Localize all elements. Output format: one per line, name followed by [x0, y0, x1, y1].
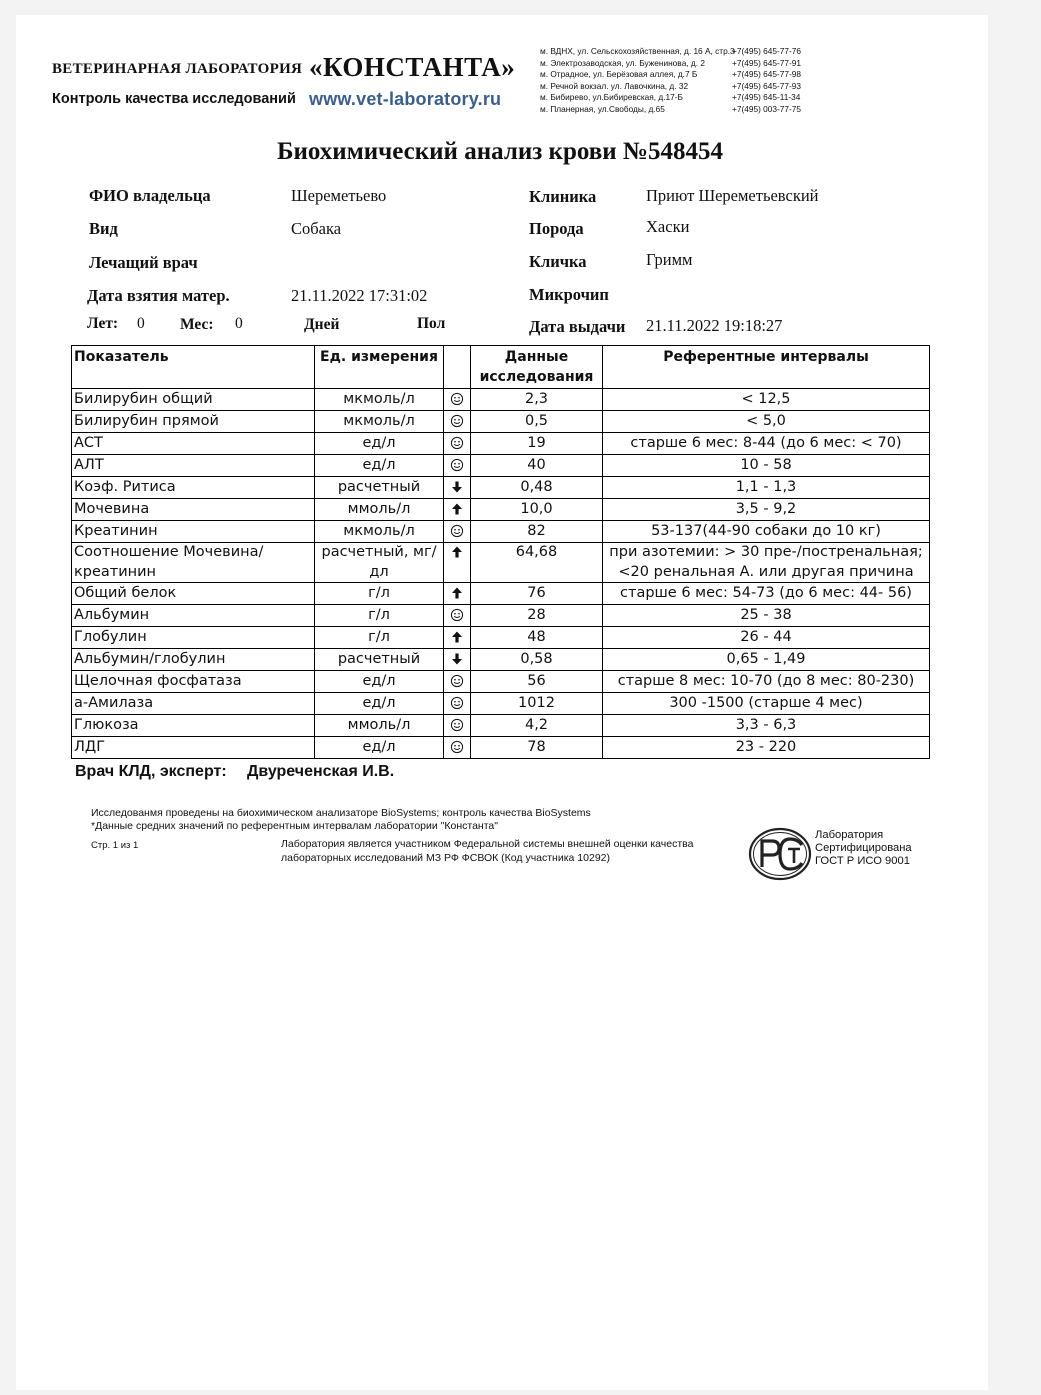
address-row: [540, 104, 820, 116]
address-text: м. Электрозаводская, ул. Бужениновa, д. 2: [540, 57, 705, 68]
species-value: Собака: [291, 219, 342, 238]
phone-number[interactable]: +7(495) 645-77-76: [732, 46, 801, 56]
document-title: Биохимический анализ крови №548454: [276, 138, 724, 165]
cell-unit: ед/л: [315, 737, 444, 759]
cell-name: ЛДГ: [72, 737, 315, 759]
lab-brand: «КОНСТАНТА»: [309, 52, 516, 82]
cell-reference: 25 - 38: [603, 605, 930, 627]
address-text: м. Планерная, ул.Свободы, д.65: [540, 103, 665, 114]
sex-label: Пол: [417, 315, 446, 332]
arrow-down-icon: [450, 480, 464, 494]
expert-name: Двуреченская И.В.: [247, 763, 395, 780]
header-name: Показатель: [72, 346, 315, 389]
cell-name: Глобулин: [72, 627, 315, 649]
cell-status: [444, 627, 471, 649]
address-text: м. ВДНХ, ул. Сельскохозяйственная, д. 16 А, стр.3: [540, 46, 735, 56]
cell-name: Соотношение Мочевина/креатинин: [72, 543, 315, 583]
sample-date-label: Дата взятия матер.: [87, 286, 230, 305]
cell-value: 40: [471, 455, 603, 477]
cell-name: Билирубин общий: [72, 389, 315, 411]
cell-status: [444, 433, 471, 455]
cert-line-1: Лаборатория: [815, 829, 884, 841]
cell-status: [444, 521, 471, 543]
table-row: [72, 389, 930, 411]
smiley-icon: [450, 608, 464, 622]
table-row: [72, 671, 930, 693]
cell-status: [444, 411, 471, 433]
header-value: Данные исследования: [471, 346, 603, 389]
issue-date-value: 21.11.2022 19:18:27: [646, 316, 783, 335]
table-row: [72, 455, 930, 477]
cell-reference: при азотемии: > 30 пре-/постренальная; <20 ренальная А. или другая причина: [603, 543, 930, 583]
cell-reference: 10 - 58: [603, 455, 930, 477]
certification-logo-icon: [748, 827, 812, 886]
cell-name: Глюкоза: [72, 715, 315, 737]
cell-value: 0,58: [471, 649, 603, 671]
sample-date-value: 21.11.2022 17:31:02: [291, 286, 428, 305]
table-row: [72, 499, 930, 521]
cell-name: Коэф. Ритиса: [72, 477, 315, 499]
breed-label: Порода: [529, 219, 584, 238]
cell-name: Билирубин прямой: [72, 411, 315, 433]
cell-status: [444, 693, 471, 715]
results-table: [71, 345, 930, 759]
cell-unit: ммоль/л: [315, 499, 444, 521]
address-row: [540, 92, 820, 104]
note-reference: *Данные средних значений по референтным интервалам лаборатории "Константа": [91, 820, 498, 832]
address-list: [540, 46, 820, 116]
nickname-label: Кличка: [529, 252, 587, 271]
cell-reference: 26 - 44: [603, 627, 930, 649]
cell-unit: ед/л: [315, 433, 444, 455]
species-label: Вид: [89, 219, 118, 238]
smiley-icon: [450, 696, 464, 710]
table-row: [72, 737, 930, 759]
cell-unit: г/л: [315, 583, 444, 605]
cell-status: [444, 715, 471, 737]
cell-name: АЛТ: [72, 455, 315, 477]
table-row: [72, 693, 930, 715]
cell-reference: 0,65 - 1,49: [603, 649, 930, 671]
cell-value: 78: [471, 737, 603, 759]
clinic-label: Клиника: [529, 187, 597, 206]
cell-unit: г/л: [315, 605, 444, 627]
cell-value: 10,0: [471, 499, 603, 521]
owner-label: ФИО владельца: [89, 186, 211, 205]
issue-date-label: Дата выдачи: [529, 317, 626, 336]
table-row: [72, 715, 930, 737]
cell-reference: < 12,5: [603, 389, 930, 411]
cell-value: 1012: [471, 693, 603, 715]
certification-text: [815, 829, 912, 868]
nickname-value: Гримм: [646, 250, 693, 269]
cell-name: Щелочная фосфатаза: [72, 671, 315, 693]
cell-reference: старше 8 мес: 10-70 (до 8 мес: 80-230): [603, 671, 930, 693]
cell-status: [444, 499, 471, 521]
table-row: [72, 411, 930, 433]
cell-reference: старше 6 мес: 8-44 (до 6 мес: < 70): [603, 433, 930, 455]
cell-name: Мочевина: [72, 499, 315, 521]
address-text: м. Речной вокзал. ул. Лавочкина, д. 32: [540, 80, 689, 91]
breed-value: Хаски: [646, 217, 690, 236]
phone-number[interactable]: +7(495) 645-11-34: [732, 92, 801, 103]
cell-status: [444, 583, 471, 605]
cell-reference: 53-137(44-90 собаки до 10 кг): [603, 521, 930, 543]
arrow-up-icon: [450, 630, 464, 644]
smiley-icon: [450, 458, 464, 472]
cell-value: 0,5: [471, 411, 603, 433]
cell-reference: 3,3 - 6,3: [603, 715, 930, 737]
attending-doctor-label: Лечащий врач: [89, 253, 198, 272]
address-text: м. Отрадное, ул. Берёзовая аллея, д.7 Б: [540, 69, 698, 80]
phone-number[interactable]: +7(495) 003-77-75: [732, 103, 801, 114]
smiley-icon: [450, 414, 464, 428]
table-row: [72, 543, 930, 583]
cell-unit: г/л: [315, 627, 444, 649]
cell-unit: ммоль/л: [315, 715, 444, 737]
address-row: [540, 46, 820, 58]
header-unit: Ед. измерения: [315, 346, 444, 389]
cell-status: [444, 649, 471, 671]
owner-value: Шереметьево: [291, 186, 387, 205]
table-row: [72, 649, 930, 671]
microchip-label: Микрочип: [529, 285, 609, 304]
table-row: [72, 583, 930, 605]
smiley-icon: [450, 674, 464, 688]
cell-value: 28: [471, 605, 603, 627]
cell-unit: мкмоль/л: [315, 389, 444, 411]
table-row: [72, 433, 930, 455]
lab-name: ВЕТЕРИНАРНАЯ ЛАБОРАТОРИЯ: [52, 61, 303, 77]
cell-unit: ед/л: [315, 455, 444, 477]
cell-value: 56: [471, 671, 603, 693]
age-years-value: 0: [137, 315, 145, 332]
arrow-down-icon: [450, 652, 464, 666]
cell-name: а-Амилаза: [72, 693, 315, 715]
arrow-up-icon: [450, 502, 464, 516]
cell-name: Общий белок: [72, 583, 315, 605]
cell-reference: < 5,0: [603, 411, 930, 433]
cell-reference: 3,5 - 9,2: [603, 499, 930, 521]
cell-value: 0,48: [471, 477, 603, 499]
cell-value: 48: [471, 627, 603, 649]
cell-value: 19: [471, 433, 603, 455]
cell-unit: расчетный: [315, 649, 444, 671]
cell-name: АСТ: [72, 433, 315, 455]
cert-line-2: Сертифицирована: [815, 842, 912, 854]
expert-label: Врач КЛД, эксперт:: [75, 763, 227, 780]
cell-value: 2,3: [471, 389, 603, 411]
page-number: Стр. 1 из 1: [91, 840, 139, 851]
smiley-icon: [450, 392, 464, 406]
cell-status: [444, 543, 471, 583]
cell-unit: ед/л: [315, 671, 444, 693]
cell-reference: старше 6 мес: 54-73 (до 6 мес: 44- 56): [603, 583, 930, 605]
membership-line-2: лабораторных исследований МЗ РФ ФСВОК (Код участника 10292): [281, 852, 611, 864]
cell-unit: расчетный, мг/дл: [315, 543, 444, 583]
cell-unit: мкмоль/л: [315, 521, 444, 543]
cell-unit: мкмоль/л: [315, 411, 444, 433]
cell-reference: 1,1 - 1,3: [603, 477, 930, 499]
phone-number[interactable]: +7(495) 645-77-98: [732, 69, 801, 80]
table-header-row: [72, 346, 930, 389]
smiley-icon: [450, 524, 464, 538]
cell-unit: ед/л: [315, 693, 444, 715]
age-months-value: 0: [235, 315, 243, 332]
table-row: [72, 605, 930, 627]
address-row: [540, 58, 820, 70]
cell-unit: расчетный: [315, 477, 444, 499]
table-row: [72, 627, 930, 649]
cell-status: [444, 455, 471, 477]
header-reference: Референтные интервалы: [603, 346, 930, 389]
age-days-label: Дней: [304, 316, 340, 333]
age-months-label: Мес:: [180, 316, 214, 333]
cell-status: [444, 389, 471, 411]
cell-name: Альбумин: [72, 605, 315, 627]
address-row: [540, 81, 820, 93]
clinic-value: Приют Шереметьевский: [646, 186, 819, 205]
cell-reference: 23 - 220: [603, 737, 930, 759]
cell-status: [444, 605, 471, 627]
note-analyzer: Исследованмя проведены на биохимическом анализаторе BioSystems; контроль качества BioSystems: [91, 807, 591, 819]
arrow-up-icon: [450, 586, 464, 600]
smiley-icon: [450, 436, 464, 450]
membership-line-1: Лаборатория является участником Федеральной системы внешней оценки качества: [281, 838, 694, 850]
cell-value: 76: [471, 583, 603, 605]
address-row: [540, 69, 820, 81]
cell-value: 64,68: [471, 543, 603, 583]
smiley-icon: [450, 740, 464, 754]
cell-value: 82: [471, 521, 603, 543]
cell-reference: 300 -1500 (старше 4 мес): [603, 693, 930, 715]
arrow-up-icon: [450, 545, 464, 559]
phone-number[interactable]: +7(495) 645-77-93: [732, 80, 801, 91]
cell-value: 4,2: [471, 715, 603, 737]
header-status: [444, 346, 471, 389]
cert-line-3: ГОСТ Р ИСО 9001: [815, 855, 910, 867]
cell-name: Креатинин: [72, 521, 315, 543]
cell-status: [444, 477, 471, 499]
age-years-label: Лет:: [87, 315, 119, 332]
cell-status: [444, 737, 471, 759]
cell-status: [444, 671, 471, 693]
smiley-icon: [450, 718, 464, 732]
table-row: [72, 477, 930, 499]
cell-name: Альбумин/глобулин: [72, 649, 315, 671]
address-text: м. Бибирево, ул.Бибиревская, д.17-Б: [540, 92, 683, 103]
lab-subtitle: Контроль качества исследований: [52, 91, 296, 107]
lab-website[interactable]: www.vet-laboratory.ru: [309, 89, 502, 109]
table-row: [72, 521, 930, 543]
phone-number[interactable]: +7(495) 645-77-91: [732, 57, 801, 68]
